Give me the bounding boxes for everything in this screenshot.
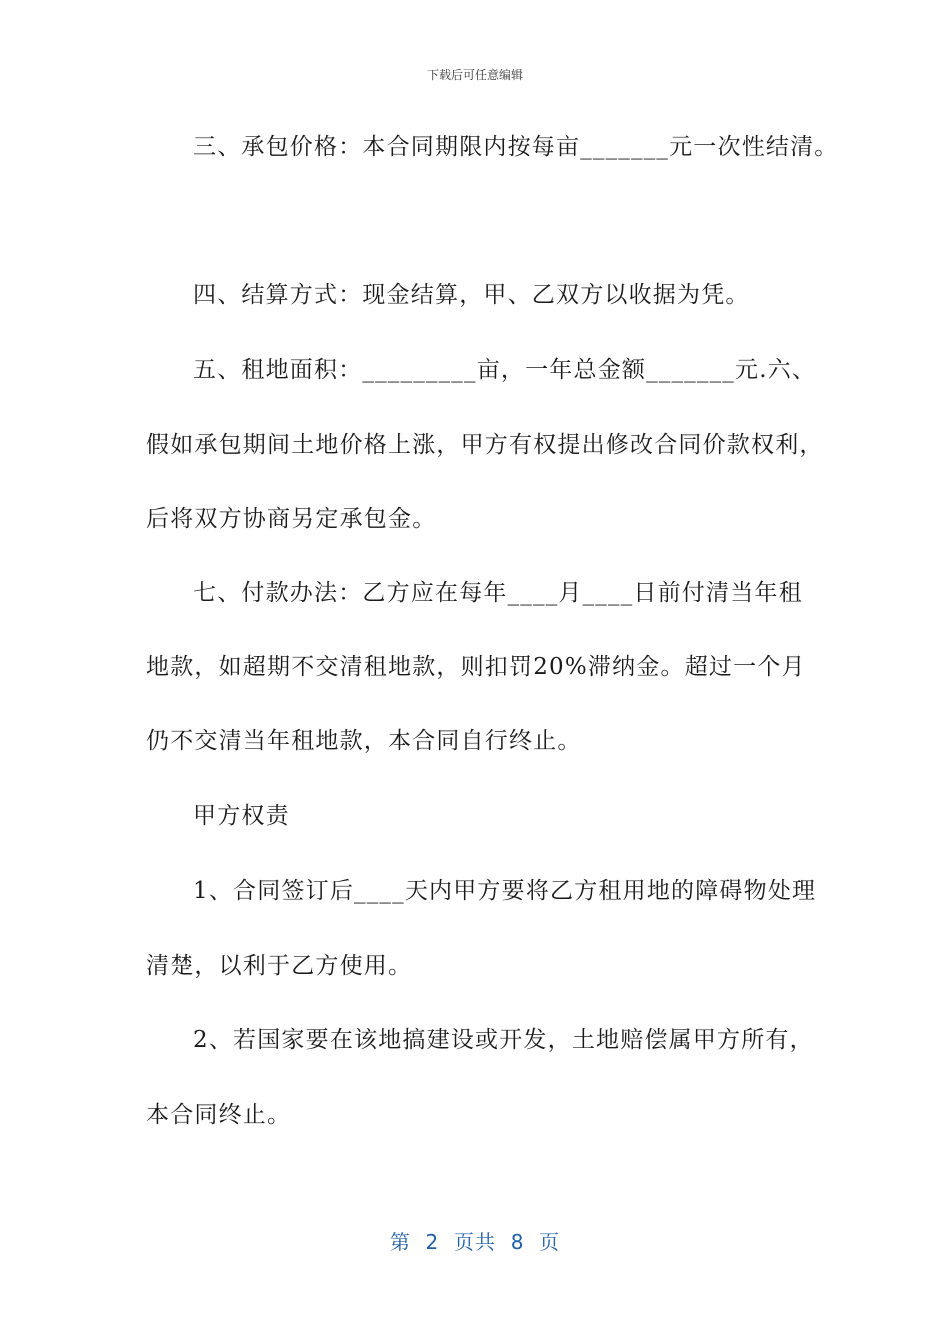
duty-1-line-2: 清楚，以利于乙方使用。 xyxy=(146,953,413,979)
duty-2-line-1: 2、若国家要在该地搞建设或开发，土地赔偿属甲方所有， xyxy=(193,1027,814,1053)
clause-4-settlement: 四、结算方式：现金结算，甲、乙双方以收据为凭。 xyxy=(193,282,750,308)
section-heading-party-a: 甲方权责 xyxy=(193,803,290,829)
clause-6-line-1: 假如承包期间土地价格上涨，甲方有权提出修改合同价款权利， xyxy=(146,432,824,458)
clause-7-line-2: 地款，如超期不交清租地款，则扣罚20%滞纳金。超过一个月 xyxy=(146,654,806,680)
page-number: 第 2 页共 8 页 xyxy=(389,1230,561,1254)
clause-7-line-3: 仍不交清当年租地款，本合同自行终止。 xyxy=(146,728,582,754)
clause-7-line-1: 七、付款办法：乙方应在每年____月____日前付清当年租 xyxy=(193,580,803,606)
clause-3-price: 三、承包价格：本合同期限内按每亩_______元一次性结清。 xyxy=(193,134,839,160)
clause-6-line-2: 后将双方协商另定承包金。 xyxy=(146,506,437,532)
duty-1-line-1: 1、合同签订后____天内甲方要将乙方租用地的障碍物处理 xyxy=(193,878,817,904)
header-note: 下载后可任意编辑 xyxy=(426,68,523,82)
clause-5-area: 五、租地面积：_________亩，一年总金额_______元.六、 xyxy=(193,357,817,383)
duty-2-line-2: 本合同终止。 xyxy=(146,1102,292,1128)
